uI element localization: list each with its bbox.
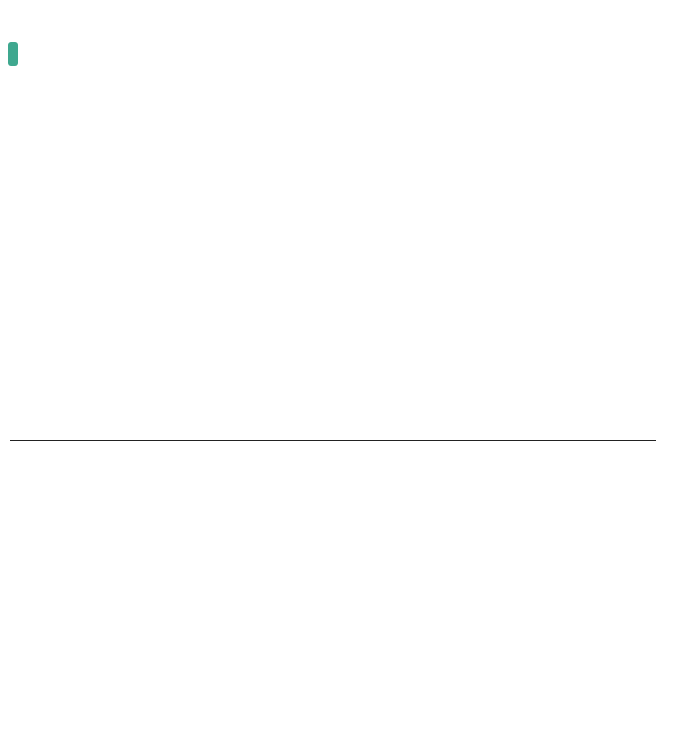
top-courses-table xyxy=(10,411,656,441)
header-earnings xyxy=(400,411,550,441)
chart-subtitle xyxy=(8,38,688,69)
header-provider xyxy=(210,411,400,441)
subtitle-highlight xyxy=(8,42,18,66)
header-rank xyxy=(10,411,84,441)
beeswarm-chart xyxy=(0,100,696,400)
header-subject xyxy=(84,411,210,441)
table-header-row xyxy=(10,411,656,441)
header-grads xyxy=(550,411,656,441)
